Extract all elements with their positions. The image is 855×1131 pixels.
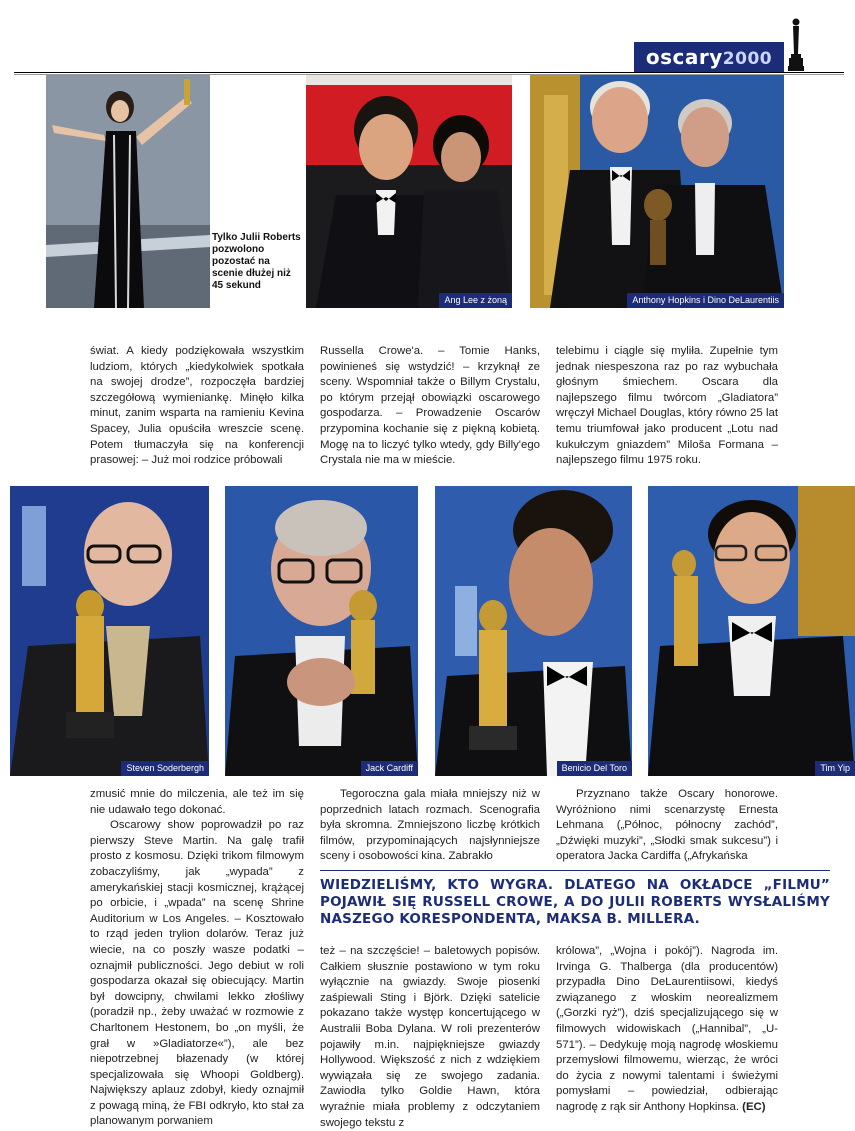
photo-caption-cardiff: Jack Cardiff (361, 761, 418, 776)
photo-caption-hopkins: Anthony Hopkins i Dino DeLaurentiis (627, 293, 784, 308)
middle-column-3: telebimu i ciągle się myliła. Zupełnie tym jednak niespeszona raz po raz wybuchała głośnym śmiechem. Oscara dla najlepszego filmu twórcom „Gladiatora” wręczył Michael Douglas, który równo 25 lat temu triumfował jako producent „Lotu nad kukułczym gniazdem” Miloša Formana – najlepszego filmu 1975 roku. (556, 345, 778, 467)
middle-column-2: Russella Crowe'a. – Tomie Hanks, powinieneś się wstydzić! – krzyknął ze sceny. Wspomniał także o Billym Crystalu, po którym przejął obowiązki oscarowego gospodarza. – Prowadzenie Oscarów przypomina kochanie się z piękną kobietą. Mogę na to liczyć tylko wtedy, gdy Billy'ego Crystala nie ma w mieście. (320, 345, 540, 467)
photo-caption-soderbergh: Steven Soderbergh (121, 761, 209, 776)
photo-hopkins-scene (530, 75, 784, 308)
oscar-statuette-icon (786, 16, 806, 76)
pull-quote: WIEDZIELIŚMY, KTO WYGRA. DLATEGO NA OKŁADCE „FILMU” POJAWIŁ SIĘ RUSSELL CROWE, A DO JULII ROBERTS WYSŁALIŚMY NASZEGO KORESPONDENTA, MAKSA B. MILLERA. (320, 877, 830, 927)
photo-tim-yip-scene (648, 486, 855, 776)
photo-ang-lee (306, 75, 512, 308)
photo-caption-tim-yip: Tim Yip (815, 761, 855, 776)
section-name: oscary (645, 45, 723, 69)
bottom-column-2-bottom: też – na szczęście! – baletowych popisów. Całkiem słusznie postawiono w tym roku wyłącznie na gwiazdy. Swoje piosenki zaśpiewali Sting i Björk. Dzięki satelicie pokazano także występ koncertującego w Australii Boba Dylana. W roli prezenterów pojawiły m.in. najpiękniejsze gwiazdy Hollywood. Większość z nich z wdziękiem wywiązała się ze swojego zadania. Zawiodła tylko Goldie Hawn, która wyraźnie miała problemy z odczytaniem swojego tekstu z (320, 945, 540, 1129)
photo-caption-del-toro: Benicio Del Toro (557, 761, 632, 776)
photo-cardiff-scene (225, 486, 418, 776)
bottom-column-3-bottom (556, 944, 778, 1120)
photo-jack-cardiff (225, 486, 418, 776)
side-caption: Tylko Julii Roberts pozwolono pozostać na scenie dłużej niż 45 sekund (212, 232, 301, 291)
bottom-column-1-intro: zmusić mnie do milczenia, ale też im się nie udawało tego dokonać. (90, 788, 304, 816)
section-badge (634, 42, 784, 72)
photo-julia-roberts (46, 75, 210, 308)
photo-caption-ang-lee: Ang Lee z żoną (439, 293, 512, 308)
photo-soderbergh-scene (10, 486, 209, 776)
pull-quote-rule-top (320, 870, 830, 871)
bottom-column-1 (90, 787, 304, 1128)
bottom-column-3-text: królowa”, „Wojna i pokój”). Nagroda im. Irvinga G. Thalberga (dla producentów) przypadła Dino DeLaurentiisowi, kiedyś związanego z włoskim neorealizmem („Gorzki ryż”), dziś specjalizującego się w filmowych widowiskach („Hannibal”, „U-571”). – Dedykuję moją nagrodę włoskiemu przemysłowi filmowemu, wierząc, że wróci do życia z nowymi talentami i świeżymi pomysłami – powiedział, odbierając nagrodę z rąk sir Anthony Hopkinsa. (556, 945, 778, 1113)
author-initials: (EC) (742, 1100, 766, 1113)
bottom-column-1-body: Oscarowy show poprowadził po raz pierwszy Steve Martin. Na galę trafił prosto z kosmosu. Dzięki trikom filmowym zobaczyliśmy, jak „wypada” z amerykańskiej stacji kosmicznej, krążącej po orbicie, i „wpada” na scenę Shrine Auditorium w Los Angeles. – Kosztowało to rząd jeden trylion dolarów. Teraz już wiecie, na co poszły wasze podatki – oznajmił publiczności. Jego debiut w roli gospodarza okazał się obiecujący. Martin był dowcipny, chwilami lekko złośliwy (poradził np., żeby uważać w rozmowie z Charltonem Hestonem, bo „on myśli, że grał w »Gladiatorze«”), ale bez niepotrzebnej błazenady (w której specjalizowała się Whoopi Goldberg). Największy aplauz zdobył, kiedy oznajmił z powagą miną, że FBI odkryło, kto stał za planowanym porwaniem (90, 819, 304, 1128)
photo-benicio-del-toro (435, 486, 632, 776)
photo-tim-yip (648, 486, 855, 776)
section-year: 2000 (722, 49, 773, 69)
bottom-column-3-top: Przyznano także Oscary honorowe. Wyróżniono nimi scenarzystę Ernesta Lehmana („Północ, północny zachód”, „Dźwięki muzyki”, „Słodki smak sukcesu”) i operatora Jacka Cardiffa („Afrykańska (556, 788, 778, 863)
bottom-column-2-top: Tegoroczna gala miała mniejszy niż w poprzednich latach rozmach. Scenografia była skromna. Zmniejszono liczbę krótkich filmów, przypominających najsłynniejsze sceny i osobowości kina. Zabrakło (320, 788, 540, 863)
photo-hopkins-delaurentiis (530, 75, 784, 308)
header-rule (14, 72, 844, 73)
photo-steven-soderbergh (10, 486, 209, 776)
photo-ang-lee-scene (306, 75, 512, 308)
photo-del-toro-scene (435, 486, 632, 776)
middle-column-1: świat. A kiedy podziękowała wszystkim ludziom, których „kiedykolwiek spotkała na swojej drodze”, rozpoczęła bardziej szczegółową wymieniankę. Minęło kilka minut, zanim wsparta na ramieniu Kevina Spacey, Julia opuściła wreszcie scenę. Potem tłumaczyła się na konferencji prasowej: – Już moi rodzice próbowali (90, 345, 304, 467)
photo-julia-roberts-scene (46, 75, 210, 308)
